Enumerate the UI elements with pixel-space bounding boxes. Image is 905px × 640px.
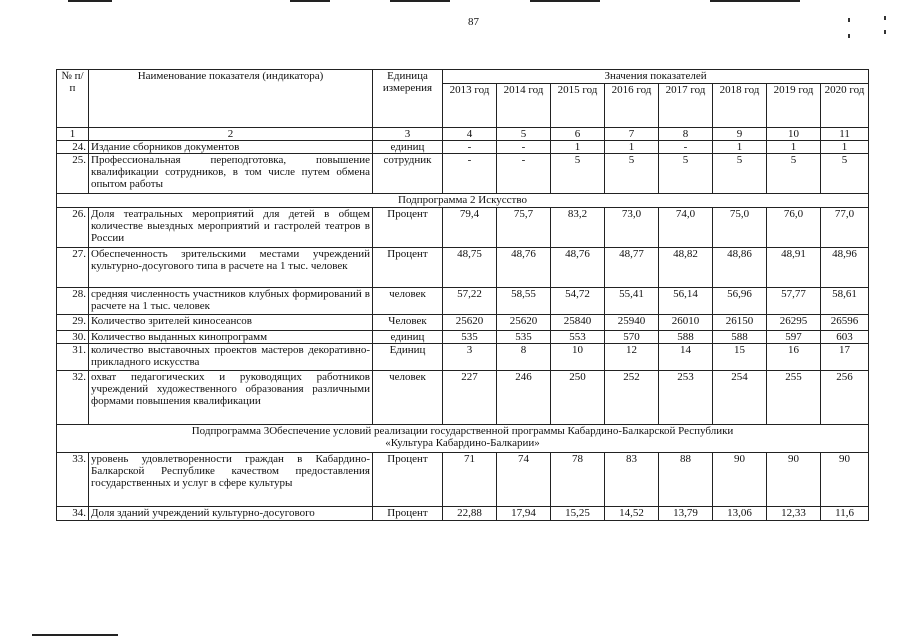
row-value: 55,41 [605, 288, 659, 315]
row-value: 25620 [443, 315, 497, 331]
index-cell: 7 [605, 128, 659, 141]
indicators-table [56, 69, 869, 521]
row-number: 24. [57, 141, 89, 154]
footnote-rule [32, 634, 118, 636]
index-cell: 4 [443, 128, 497, 141]
row-number: 31. [57, 344, 89, 371]
row-value: 535 [443, 331, 497, 344]
row-value: 1 [605, 141, 659, 154]
row-value: - [443, 154, 497, 194]
scan-dot [848, 18, 850, 22]
row-value: - [497, 141, 551, 154]
row-value: 5 [551, 154, 605, 194]
row-unit: человек [373, 288, 443, 315]
row-value: 12,33 [767, 507, 821, 521]
row-value: 256 [821, 371, 869, 425]
row-value: 252 [605, 371, 659, 425]
row-unit: Единиц [373, 344, 443, 371]
table-row [57, 208, 869, 248]
row-number: 28. [57, 288, 89, 315]
row-value: 76,0 [767, 208, 821, 248]
subprogram-2-row [57, 194, 869, 208]
row-value: 58,55 [497, 288, 551, 315]
header-year: 2015 год [551, 84, 605, 128]
row-value: 26150 [713, 315, 767, 331]
subprogram-3-heading [57, 425, 869, 453]
row-value: 8 [497, 344, 551, 371]
table-row [57, 344, 869, 371]
row-value: 12 [605, 344, 659, 371]
table-row [57, 288, 869, 315]
row-value: 57,77 [767, 288, 821, 315]
row-value: 588 [713, 331, 767, 344]
row-value: 71 [443, 453, 497, 507]
index-row [57, 128, 869, 141]
row-value: 15,25 [551, 507, 605, 521]
row-value: 26295 [767, 315, 821, 331]
index-cell: 2 [89, 128, 373, 141]
row-value: - [659, 141, 713, 154]
table-body [57, 70, 869, 521]
table-row [57, 453, 869, 507]
row-value: 14,52 [605, 507, 659, 521]
row-value: 78 [551, 453, 605, 507]
row-value: 83,2 [551, 208, 605, 248]
row-indicator-name: Издание сборников документов [89, 141, 373, 154]
row-unit: человек [373, 371, 443, 425]
row-indicator-name: количество выставочных проектов мастеров декоративно-прикладного искусства [89, 344, 373, 371]
row-value: 25840 [551, 315, 605, 331]
row-value: 75,0 [713, 208, 767, 248]
row-value: 74,0 [659, 208, 713, 248]
row-indicator-name: Доля зданий учреждений культурно-досугового [89, 507, 373, 521]
row-indicator-name: Обеспеченность зрительскими местами учреждений культурно-досугового типа в расчете на 1 тыс. человек [89, 248, 373, 288]
row-number: 25. [57, 154, 89, 194]
row-value: 553 [551, 331, 605, 344]
scan-top-mark [530, 0, 600, 2]
row-value: 227 [443, 371, 497, 425]
row-number: 26. [57, 208, 89, 248]
table-row [57, 331, 869, 344]
row-value: 48,76 [497, 248, 551, 288]
scan-dot [884, 16, 886, 20]
header-year: 2020 год [821, 84, 869, 128]
header-year: 2016 год [605, 84, 659, 128]
row-unit: Процент [373, 248, 443, 288]
row-value: 250 [551, 371, 605, 425]
header-no: № п/п [57, 70, 89, 128]
row-number: 34. [57, 507, 89, 521]
subprogram-3-row [57, 425, 869, 453]
row-value: 1 [551, 141, 605, 154]
table-row [57, 154, 869, 194]
table-row [57, 371, 869, 425]
row-value: 90 [821, 453, 869, 507]
row-indicator-name: уровень удовлетворенности граждан в Кабардино-Балкарской Республике качеством предоставления государственных и услуг в сфере культуры [89, 453, 373, 507]
row-value: 255 [767, 371, 821, 425]
scan-top-mark [390, 0, 450, 2]
row-value: 603 [821, 331, 869, 344]
row-value: 246 [497, 371, 551, 425]
row-value: 588 [659, 331, 713, 344]
row-value: 48,76 [551, 248, 605, 288]
row-value: 25940 [605, 315, 659, 331]
index-cell: 11 [821, 128, 869, 141]
row-indicator-name: Количество зрителей киносеансов [89, 315, 373, 331]
index-cell: 6 [551, 128, 605, 141]
row-value: 57,22 [443, 288, 497, 315]
index-cell: 10 [767, 128, 821, 141]
header-unit: Единица измерения [373, 70, 443, 128]
row-value: 77,0 [821, 208, 869, 248]
row-value: 58,61 [821, 288, 869, 315]
row-unit: единиц [373, 141, 443, 154]
scan-top-mark [710, 0, 800, 2]
row-value: 15 [713, 344, 767, 371]
row-value: 14 [659, 344, 713, 371]
row-value: 1 [767, 141, 821, 154]
table-row [57, 315, 869, 331]
index-cell: 1 [57, 128, 89, 141]
row-value: 1 [821, 141, 869, 154]
header-values-group: Значения показателей [443, 70, 869, 84]
row-value: 5 [821, 154, 869, 194]
row-value: 90 [767, 453, 821, 507]
row-value: 48,77 [605, 248, 659, 288]
row-value: 597 [767, 331, 821, 344]
row-value: 54,72 [551, 288, 605, 315]
index-cell: 8 [659, 128, 713, 141]
row-value: 254 [713, 371, 767, 425]
row-value: 88 [659, 453, 713, 507]
row-value: 48,96 [821, 248, 869, 288]
row-value: 56,14 [659, 288, 713, 315]
row-value: 79,4 [443, 208, 497, 248]
row-indicator-name: Доля театральных мероприятий для детей в общем количестве выездных мероприятий и гастролей театров в России [89, 208, 373, 248]
header-year: 2013 год [443, 84, 497, 128]
row-value: 22,88 [443, 507, 497, 521]
row-number: 33. [57, 453, 89, 507]
row-value: 90 [713, 453, 767, 507]
row-value: 83 [605, 453, 659, 507]
row-value: - [497, 154, 551, 194]
header-year: 2018 год [713, 84, 767, 128]
subprogram-2-heading: Подпрограмма 2 Искусство [57, 194, 869, 208]
row-number: 32. [57, 371, 89, 425]
subprogram-3-line1: Подпрограмма 3Обеспечение условий реализации государственной программы Кабардино-Балкарской Республики [191, 425, 734, 437]
scan-top-mark [290, 0, 330, 2]
row-unit: единиц [373, 331, 443, 344]
row-value: 48,86 [713, 248, 767, 288]
row-unit: Процент [373, 507, 443, 521]
row-value: 5 [767, 154, 821, 194]
row-value: - [443, 141, 497, 154]
row-value: 17,94 [497, 507, 551, 521]
row-number: 27. [57, 248, 89, 288]
index-cell: 3 [373, 128, 443, 141]
row-value: 13,79 [659, 507, 713, 521]
row-indicator-name: охват педагогических и руководящих работников учреждений художественного образования различными формами повышения квалификации [89, 371, 373, 425]
row-value: 253 [659, 371, 713, 425]
scan-top-mark [68, 0, 112, 2]
scan-dot [848, 34, 850, 38]
table-row [57, 507, 869, 521]
row-value: 48,75 [443, 248, 497, 288]
scan-dot [884, 30, 886, 34]
row-unit: сотрудник [373, 154, 443, 194]
row-indicator-name: средняя численность участников клубных формирований в расчете на 1 тыс. человек [89, 288, 373, 315]
row-unit: Процент [373, 453, 443, 507]
row-unit: Человек [373, 315, 443, 331]
row-value: 48,91 [767, 248, 821, 288]
row-value: 48,82 [659, 248, 713, 288]
table-row [57, 141, 869, 154]
row-value: 5 [605, 154, 659, 194]
row-value: 5 [713, 154, 767, 194]
row-value: 3 [443, 344, 497, 371]
index-cell: 5 [497, 128, 551, 141]
header-year: 2017 год [659, 84, 713, 128]
row-number: 30. [57, 331, 89, 344]
row-value: 17 [821, 344, 869, 371]
header-row [57, 70, 869, 84]
row-value: 56,96 [713, 288, 767, 315]
row-value: 10 [551, 344, 605, 371]
row-value: 16 [767, 344, 821, 371]
row-indicator-name: Профессиональная переподготовка, повышение квалификации сотрудников, в том числе путем обмена опытом работы [89, 154, 373, 194]
row-value: 535 [497, 331, 551, 344]
header-name: Наименование показателя (индикатора) [89, 70, 373, 128]
page-number: 87 [468, 16, 479, 28]
row-value: 11,6 [821, 507, 869, 521]
row-value: 25620 [497, 315, 551, 331]
row-value: 13,06 [713, 507, 767, 521]
header-year: 2019 год [767, 84, 821, 128]
table-row [57, 248, 869, 288]
row-value: 26010 [659, 315, 713, 331]
row-value: 570 [605, 331, 659, 344]
subprogram-3-line2: «Культура Кабардино-Балкарии» [385, 437, 540, 449]
row-value: 75,7 [497, 208, 551, 248]
row-number: 29. [57, 315, 89, 331]
row-value: 74 [497, 453, 551, 507]
index-cell: 9 [713, 128, 767, 141]
row-value: 1 [713, 141, 767, 154]
row-value: 26596 [821, 315, 869, 331]
row-unit: Процент [373, 208, 443, 248]
header-year: 2014 год [497, 84, 551, 128]
row-value: 73,0 [605, 208, 659, 248]
row-value: 5 [659, 154, 713, 194]
row-indicator-name: Количество выданных кинопрограмм [89, 331, 373, 344]
